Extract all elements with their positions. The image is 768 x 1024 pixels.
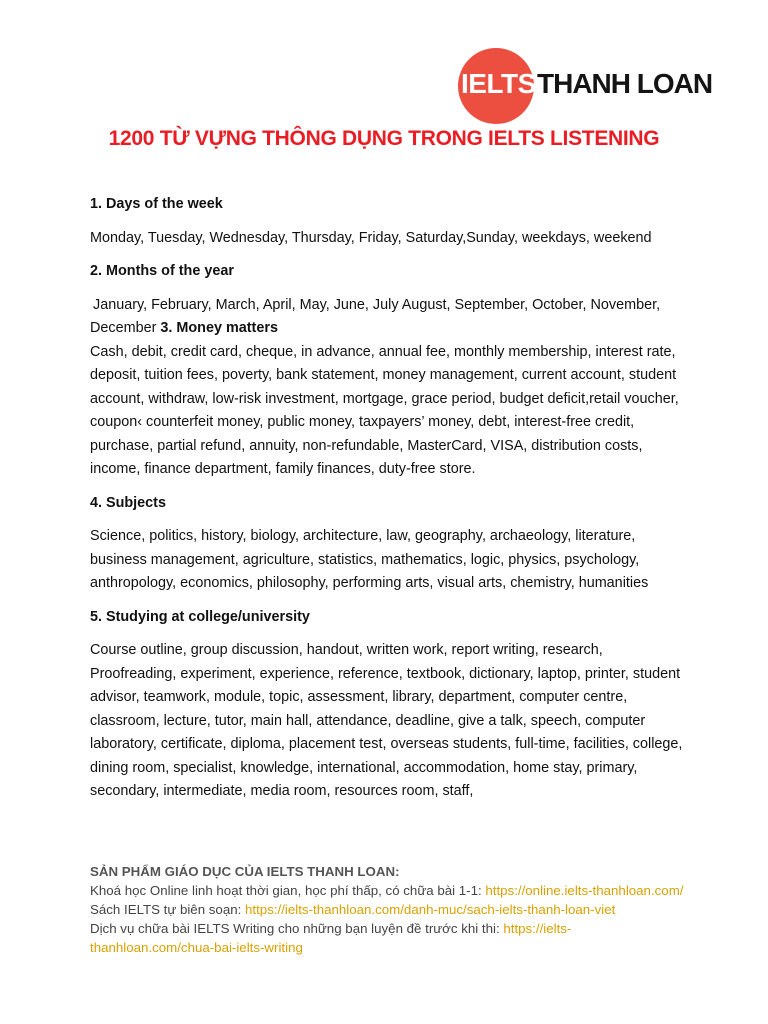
- paragraph-money: Cash, debit, credit card, cheque, in advance, annual fee, monthly membership, interest rate, deposit, tuition fees, poverty, bank statement, money management, current account, student account, withdraw, low-risk investment, mortgage, grace period, budget deficit,retail voucher, coupon‹ counterfeit money, public money, taxpayers’ money, debt, interest-free credit, purchase, partial refund, annuity, non-refundable, MasterCard, VISA, distribution costs, income, finance department, family finances, duty-free store.: [90, 343, 679, 477]
- footer-heading: SẢN PHẨM GIÁO DỤC CỦA IELTS THANH LOAN:: [90, 864, 400, 879]
- heading-money: 3. Money matters: [160, 320, 278, 336]
- footer-line-writing-correction: [90, 919, 690, 957]
- months-text: January, February, March, April, May, June, July August, September, October, November, December: [90, 296, 661, 336]
- document-body: [90, 193, 690, 804]
- footer-line3-text: Dịch vụ chữa bài IELTS Writing cho những bạn luyện đề trước khi thi:: [90, 921, 504, 936]
- heading-studying: 5. Studying at college/university: [90, 608, 310, 625]
- footer-line2-text: Sách IELTS tự biên soạn:: [90, 902, 246, 917]
- books-link[interactable]: https://ielts-thanhloan.com/danh-muc/sach-ielts-thanh-loan-viet: [245, 902, 616, 917]
- writing-correction-link[interactable]: https://ielts-thanhloan.com/chua-bai-ielts-writing: [90, 921, 572, 955]
- brand-logo: [455, 46, 713, 126]
- footer-line1-text: Khoá học Online linh hoạt thời gian, học phí thấp, có chữa bài 1-1:: [90, 883, 486, 898]
- heading-days: 1. Days of the week: [90, 196, 223, 212]
- promo-footer: [90, 862, 690, 957]
- footer-line-online-course: [90, 881, 690, 900]
- logo-thanhloan-text: THANH LOAN: [537, 68, 713, 99]
- heading-months: 2. Months of the year: [90, 263, 234, 279]
- logo-ielts-text: IELTS: [461, 68, 536, 99]
- document-title: 1200 TỪ VỰNG THÔNG DỤNG TRONG IELTS LISTENING: [108, 127, 660, 150]
- heading-subjects: 4. Subjects: [90, 494, 166, 511]
- paragraph-subjects: Science, politics, history, biology, architecture, law, geography, archaeology, literature, business management, agriculture, statistics, mathematics, logic, physics, psychology, anthropology, economics, philosophy, performing arts, visual arts, chemistry, humanities: [90, 528, 649, 591]
- online-course-link[interactable]: https://online.ielts-thanhloan.com/: [485, 883, 684, 898]
- footer-line-books: [90, 900, 690, 919]
- paragraph-days: Monday, Tuesday, Wednesday, Thursday, Friday, Saturday,Sunday, weekdays, weekend: [90, 229, 652, 246]
- paragraph-studying: Course outline, group discussion, handout, written work, report writing, research, Proofreading, experiment, experience, reference, textbook, dictionary, laptop, printer, student advisor, teamwork, module, topic, assessment, library, department, computer centre, classroom, lecture, tutor, main hall, attendance, deadline, give a talk, speech, computer laboratory, certificate, diploma, placement test, overseas students, full-time, facilities, college, dining room, specialist, knowledge, international, accommodation, home stay, primary, secondary, intermediate, media room, resources room, staff,: [90, 642, 683, 799]
- paragraph-months: [90, 294, 690, 341]
